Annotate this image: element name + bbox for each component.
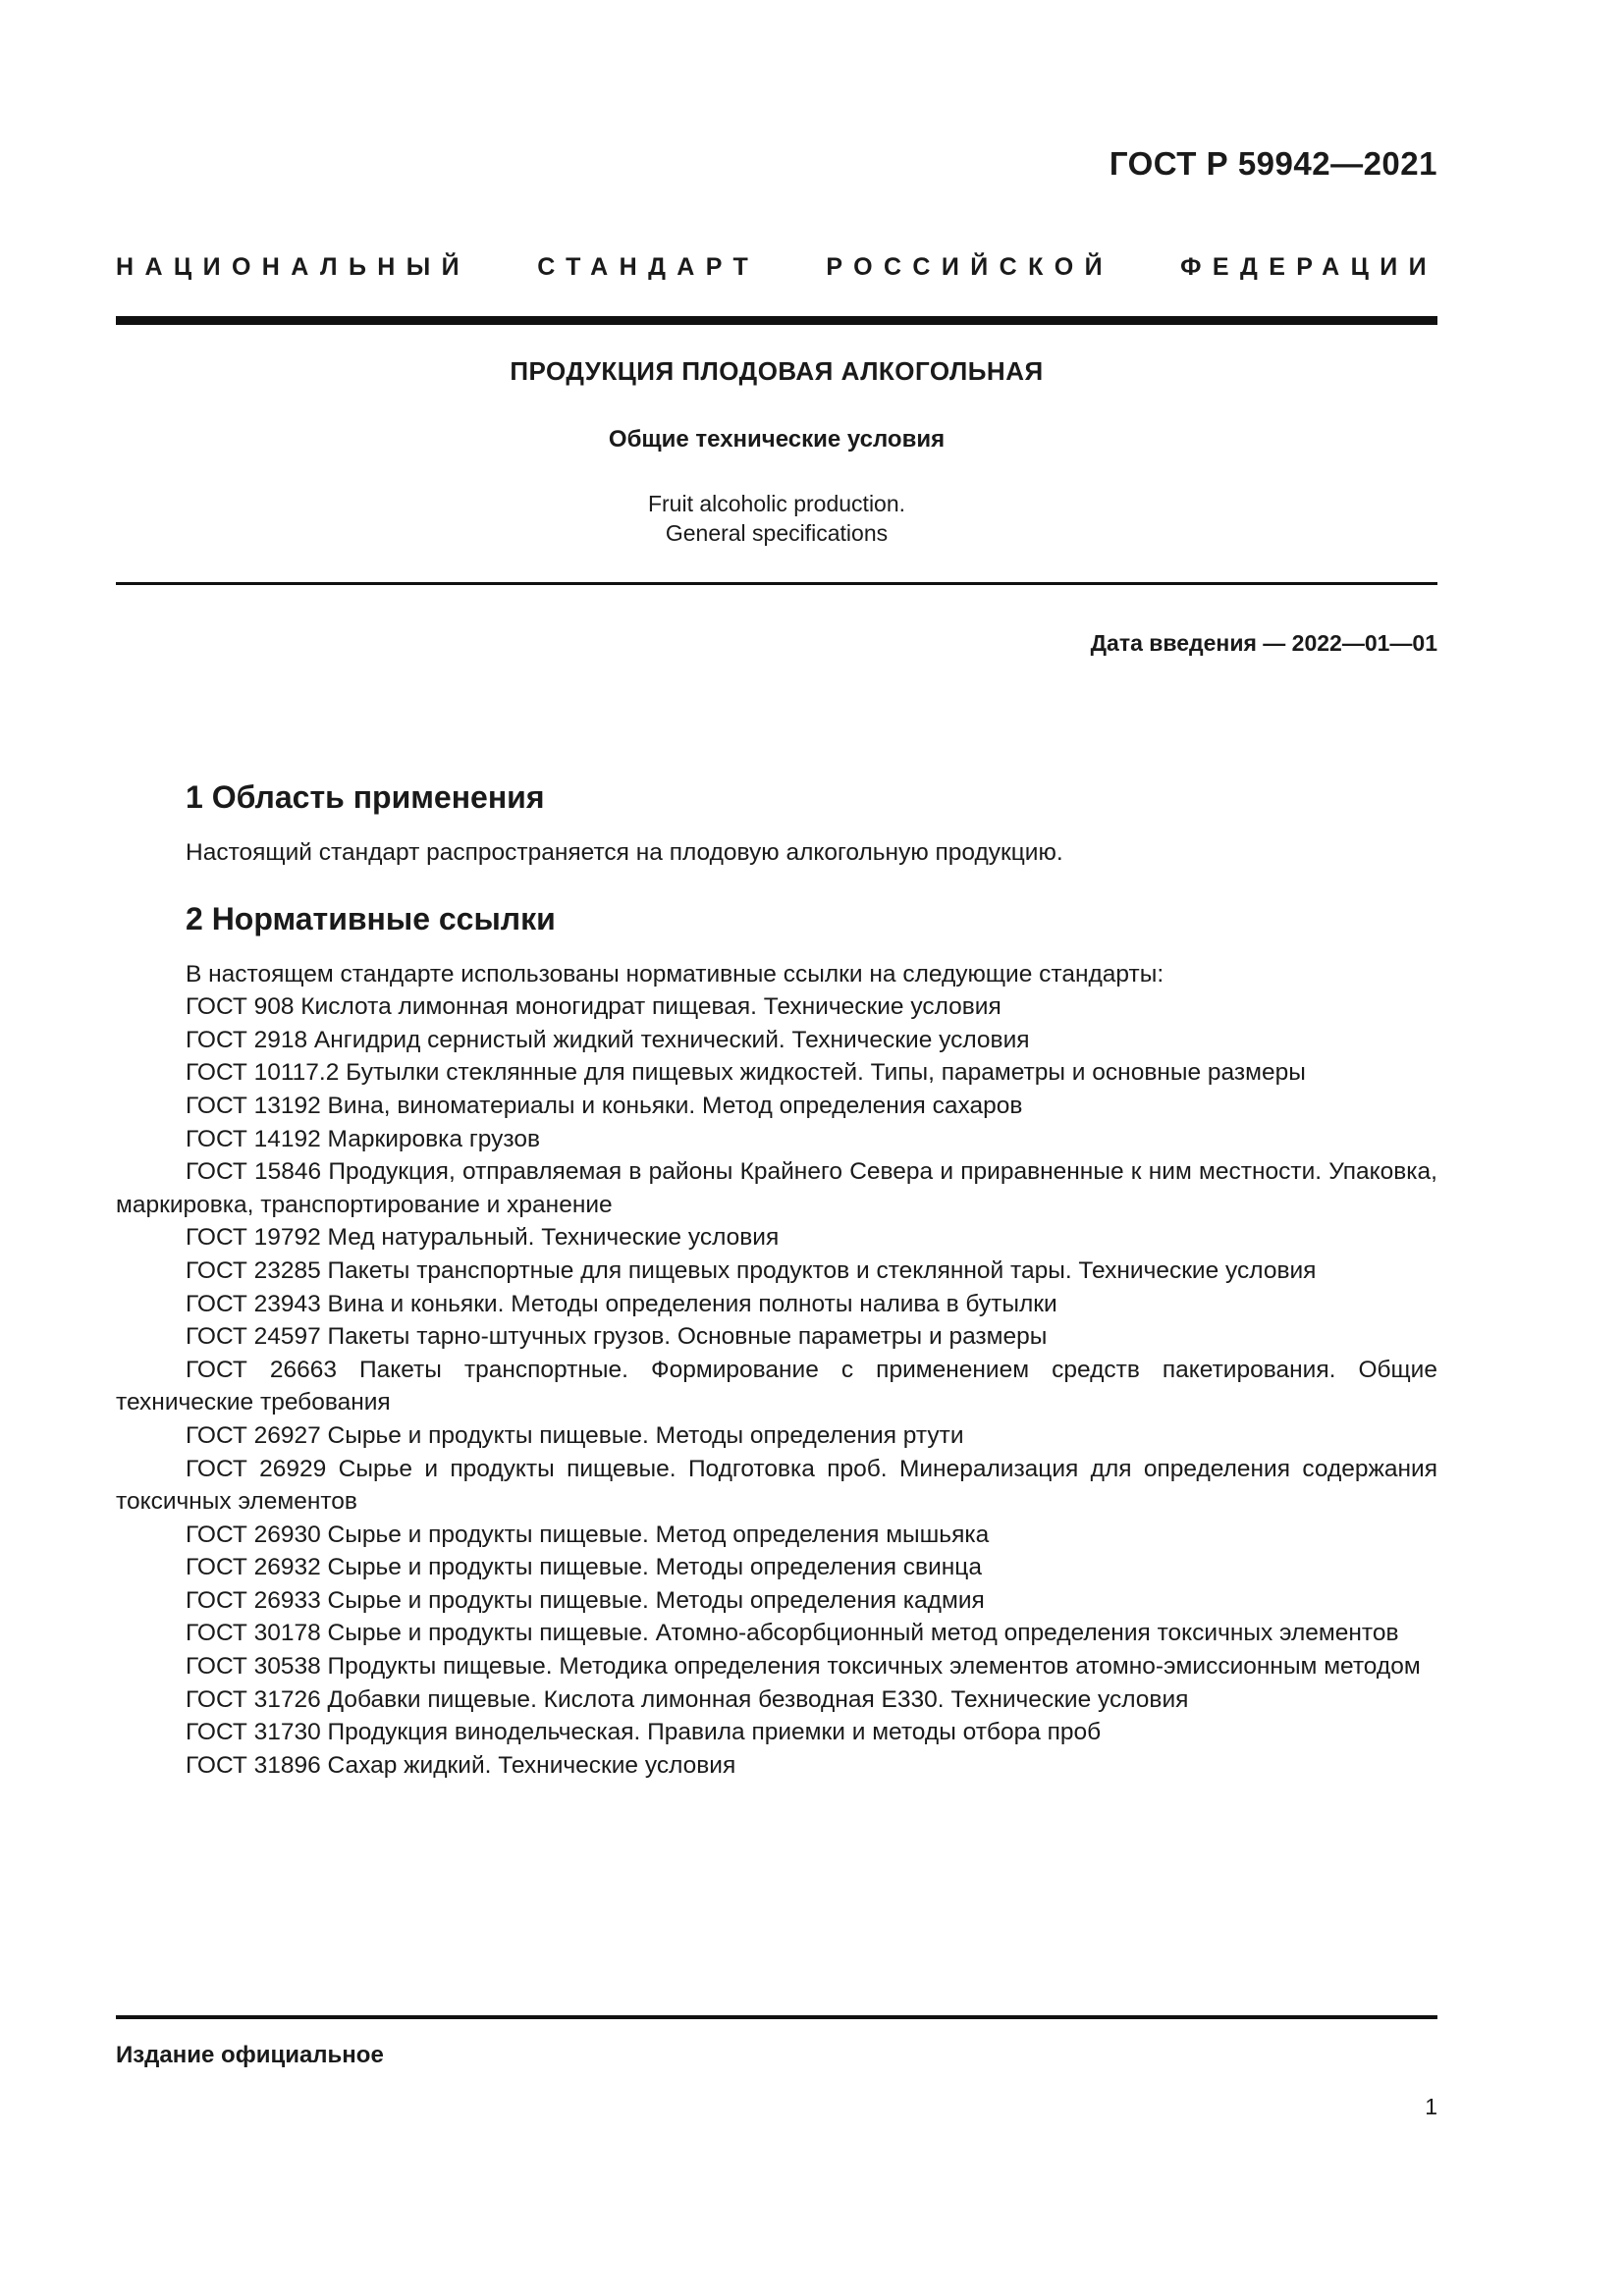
- reference-item: ГОСТ 26929 Сырье и продукты пищевые. Подготовка проб. Минерализация для определения содержания токсичных элементов: [116, 1455, 1437, 1516]
- official-edition-label: Издание официальное: [116, 2042, 384, 2068]
- reference-item: ГОСТ 23285 Пакеты транспортные для пищевых продуктов и стеклянной тары. Технические условия: [186, 1256, 1317, 1284]
- reference-item: ГОСТ 10117.2 Бутылки стеклянные для пищевых жидкостей. Типы, параметры и основные размеры: [186, 1059, 1306, 1087]
- reference-item: ГОСТ 26932 Сырье и продукты пищевые. Методы определения свинца: [186, 1554, 982, 1581]
- reference-item: ГОСТ 15846 Продукция, отправляемая в районы Крайнего Севера и приравненные к ним местности. Упаковка, маркировка, транспортирование и хранение: [116, 1158, 1437, 1218]
- reference-item: ГОСТ 24597 Пакеты тарно-штучных грузов. Основные параметры и размеры: [186, 1323, 1048, 1351]
- document-body: [116, 775, 1437, 1782]
- english-title-line-1: Fruit alcoholic production.: [647, 491, 906, 516]
- title-block: [116, 353, 1437, 548]
- reference-item: ГОСТ 23943 Вина и коньяки. Методы определения полноты налива в бутылки: [186, 1290, 1057, 1317]
- reference-item: ГОСТ 13192 Вина, виноматериалы и коньяки. Метод определения сахаров: [186, 1092, 1023, 1119]
- reference-item: ГОСТ 30538 Продукты пищевые. Методика определения токсичных элементов атомно-эмиссионным методом: [186, 1653, 1421, 1681]
- introduction-date: Дата введения — 2022—01—01: [1090, 630, 1437, 656]
- document-title: ПРОДУКЦИЯ ПЛОДОВАЯ АЛКОГОЛЬНАЯ: [510, 356, 1044, 386]
- title-divider: [116, 582, 1437, 585]
- reference-item: ГОСТ 26930 Сырье и продукты пищевые. Метод определения мышьяка: [186, 1521, 990, 1548]
- section-2-heading: 2 Нормативные ссылки: [186, 900, 556, 936]
- reference-item: ГОСТ 908 Кислота лимонная моногидрат пищевая. Технические условия: [186, 993, 1001, 1021]
- reference-item: ГОСТ 31730 Продукция винодельческая. Правила приемки и методы отбора проб: [186, 1719, 1102, 1746]
- reference-item: ГОСТ 14192 Маркировка грузов: [186, 1125, 540, 1152]
- section-1-text: Настоящий стандарт распространяется на плодовую алкогольную продукцию.: [186, 839, 1063, 866]
- footer-divider: [116, 2015, 1437, 2019]
- national-standard-banner: НАЦИОНАЛЬНЫЙ СТАНДАРТ РОССИЙСКОЙ ФЕДЕРАЦИИ: [116, 253, 1437, 281]
- reference-item: ГОСТ 26933 Сырье и продукты пищевые. Методы определения кадмия: [186, 1586, 985, 1614]
- english-title-line-2: General specifications: [665, 520, 889, 546]
- reference-item: ГОСТ 2918 Ангидрид сернистый жидкий технический. Технические условия: [186, 1026, 1030, 1053]
- reference-item: ГОСТ 31726 Добавки пищевые. Кислота лимонная безводная Е330. Технические условия: [186, 1685, 1189, 1713]
- reference-item: ГОСТ 26927 Сырье и продукты пищевые. Методы определения ртути: [186, 1421, 964, 1449]
- section-1-heading: 1 Область применения: [186, 779, 545, 815]
- page-number: 1: [1425, 2094, 1437, 2119]
- english-title: [116, 489, 1437, 548]
- reference-item: ГОСТ 31896 Сахар жидкий. Технические условия: [186, 1751, 736, 1779]
- reference-item: ГОСТ 19792 Мед натуральный. Технические условия: [186, 1224, 780, 1252]
- document-code: ГОСТ Р 59942—2021: [1109, 145, 1437, 182]
- reference-item: ГОСТ 26663 Пакеты транспортные. Формирование с применением средств пакетирования. Общие технические требования: [116, 1356, 1437, 1416]
- reference-item: ГОСТ 30178 Сырье и продукты пищевые. Атомно-абсорбционный метод определения токсичных элементов: [186, 1620, 1399, 1647]
- document-subtitle: Общие технические условия: [608, 426, 946, 453]
- references-intro: В настоящем стандарте использованы нормативные ссылки на следующие стандарты:: [186, 960, 1164, 988]
- normative-references-list: [116, 958, 1437, 1783]
- header-divider: [116, 316, 1437, 325]
